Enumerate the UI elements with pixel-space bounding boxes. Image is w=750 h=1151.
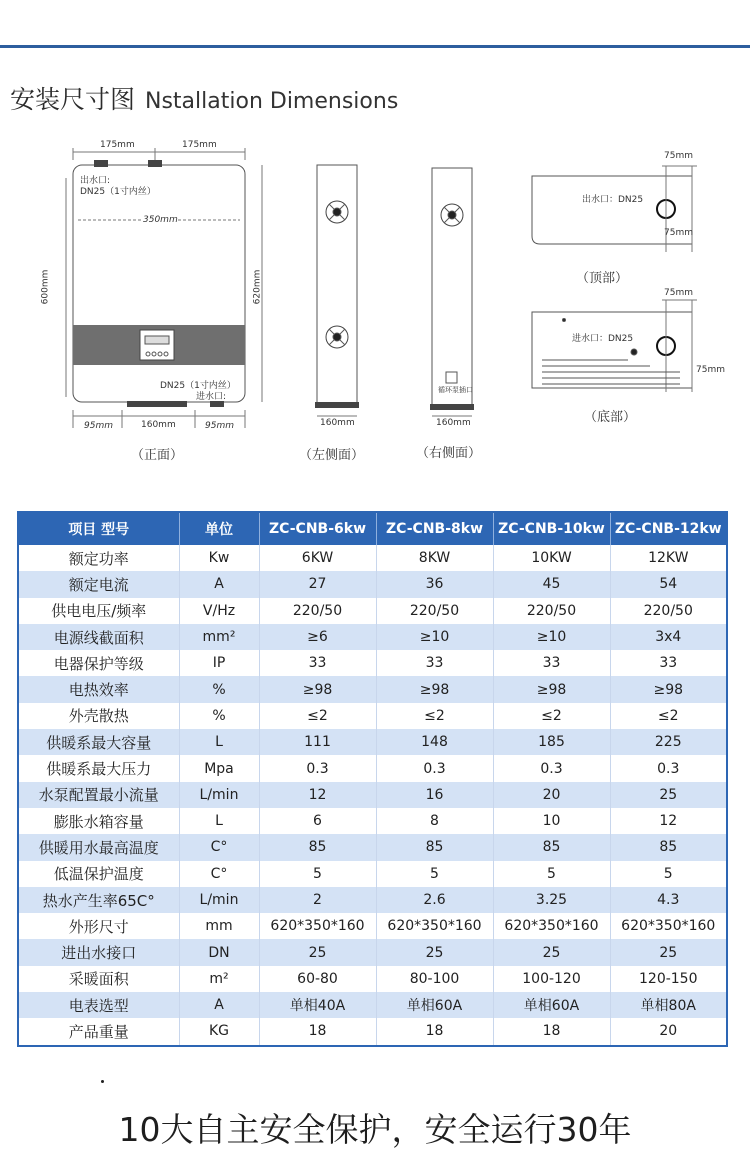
table-row <box>18 545 727 571</box>
row-label: 电表选型 <box>18 992 179 1018</box>
table-row <box>18 939 727 965</box>
row-value: 36 <box>376 571 493 597</box>
footer-slogan: 10大自主安全保护，安全运行30年 <box>118 1110 632 1149</box>
row-value: 27 <box>259 571 376 597</box>
right-side-depth: 160mm <box>436 418 471 428</box>
row-value: 18 <box>259 1018 376 1045</box>
row-value: 5 <box>610 861 727 887</box>
row-value: 25 <box>259 939 376 965</box>
row-value: 18 <box>376 1018 493 1045</box>
row-value: 5 <box>259 861 376 887</box>
row-value: 12 <box>610 808 727 834</box>
row-unit: Kw <box>179 545 259 571</box>
table-row <box>18 703 727 729</box>
row-value: ≥10 <box>493 624 610 650</box>
row-value: ≥98 <box>610 676 727 702</box>
row-value: 185 <box>493 729 610 755</box>
row-value: ≤2 <box>493 703 610 729</box>
front-dim-bottom-mid: 160mm <box>141 420 176 430</box>
row-value: 225 <box>610 729 727 755</box>
row-value: 4.3 <box>610 887 727 913</box>
row-label: 供电电压/频率 <box>18 598 179 624</box>
front-height-left: 600mm <box>40 269 51 305</box>
table-row <box>18 571 727 597</box>
row-value: 0.3 <box>376 755 493 781</box>
row-value: 16 <box>376 782 493 808</box>
front-display <box>140 330 174 360</box>
row-label: 外形尺寸 <box>18 913 179 939</box>
header-model-8kw: ZC-CNB-8kw <box>376 512 493 545</box>
row-unit: L/min <box>179 782 259 808</box>
row-value: ≤2 <box>259 703 376 729</box>
left-side-caption: （左侧面） <box>299 448 365 463</box>
row-value: 3.25 <box>493 887 610 913</box>
front-dim-bottom-right: 95mm <box>205 421 234 431</box>
row-value: 5 <box>493 861 610 887</box>
row-value: ≥6 <box>259 624 376 650</box>
row-unit: L <box>179 729 259 755</box>
row-label: 供暖系最大容量 <box>18 729 179 755</box>
row-value: 单相60A <box>376 992 493 1018</box>
row-value: 5 <box>376 861 493 887</box>
row-unit: m² <box>179 966 259 992</box>
front-body <box>73 165 245 402</box>
bottom-dim-top: 75mm <box>664 288 693 298</box>
table-row <box>18 808 727 834</box>
front-dim-top-left: 175mm <box>100 140 135 150</box>
row-value: 2.6 <box>376 887 493 913</box>
row-value: 25 <box>493 939 610 965</box>
row-unit: A <box>179 992 259 1018</box>
table-row <box>18 887 727 913</box>
row-unit: mm <box>179 913 259 939</box>
row-value: 33 <box>376 650 493 676</box>
front-outlet-pipe <box>94 160 108 167</box>
bottom-caption: （底部） <box>584 410 637 425</box>
row-value: 8KW <box>376 545 493 571</box>
row-label: 供暖系最大压力 <box>18 755 179 781</box>
bottom-inlet: 进水口：DN25 <box>572 334 634 344</box>
row-value: ≥10 <box>376 624 493 650</box>
row-unit: L <box>179 808 259 834</box>
row-value: 220/50 <box>493 598 610 624</box>
row-value: 12 <box>259 782 376 808</box>
row-value: 220/50 <box>376 598 493 624</box>
table-row <box>18 834 727 860</box>
header-unit: 单位 <box>179 512 259 545</box>
row-value: 8 <box>376 808 493 834</box>
header-model-6kw: ZC-CNB-6kw <box>259 512 376 545</box>
row-value: 25 <box>610 939 727 965</box>
row-unit: IP <box>179 650 259 676</box>
front-inlet-pipe <box>127 401 187 407</box>
row-label: 采暖面积 <box>18 966 179 992</box>
row-unit: L/min <box>179 887 259 913</box>
front-inlet-size: DN25（1寸内丝） <box>160 381 236 391</box>
row-value: 0.3 <box>493 755 610 781</box>
table-row <box>18 755 727 781</box>
row-value: 0.3 <box>259 755 376 781</box>
header-item: 项目 型号 <box>18 512 179 545</box>
top-outlet: 出水口：DN25 <box>582 195 644 205</box>
front-dim-top-right: 175mm <box>182 140 217 150</box>
front-dim-bottom-left: 95mm <box>84 421 113 431</box>
row-value: 6 <box>259 808 376 834</box>
row-unit: DN <box>179 939 259 965</box>
row-label: 水泵配置最小流量 <box>18 782 179 808</box>
bottom-vent-slots <box>542 360 680 384</box>
row-value: 45 <box>493 571 610 597</box>
row-unit: KG <box>179 1018 259 1045</box>
title-cn: 安装尺寸图 <box>10 85 136 114</box>
row-unit: V/Hz <box>179 598 259 624</box>
table-row <box>18 650 727 676</box>
title-en: Nstallation Dimensions <box>145 89 399 114</box>
table-row <box>18 1018 727 1045</box>
top-dim-side: 75mm <box>664 228 693 238</box>
row-value: ≥98 <box>493 676 610 702</box>
row-value: 20 <box>493 782 610 808</box>
right-side-caption: （右侧面） <box>416 446 482 461</box>
row-value: 18 <box>493 1018 610 1045</box>
front-height-right: 620mm <box>252 269 263 305</box>
row-label: 热水产生率65C° <box>18 887 179 913</box>
top-caption: （顶部） <box>576 271 629 286</box>
row-value: 20 <box>610 1018 727 1045</box>
page-title <box>10 80 398 116</box>
row-label: 额定功率 <box>18 545 179 571</box>
row-value: 111 <box>259 729 376 755</box>
row-value: 100-120 <box>493 966 610 992</box>
top-divider <box>0 45 750 48</box>
row-value: 60-80 <box>259 966 376 992</box>
front-caption: （正面） <box>131 448 184 463</box>
table-row <box>18 782 727 808</box>
row-value: ≥98 <box>376 676 493 702</box>
row-value: 85 <box>259 834 376 860</box>
row-value: ≥98 <box>259 676 376 702</box>
row-value: 620*350*160 <box>493 913 610 939</box>
row-value: 3x4 <box>610 624 727 650</box>
table-row <box>18 624 727 650</box>
row-value: 54 <box>610 571 727 597</box>
front-outlet-label: 出水口: <box>80 176 111 186</box>
spec-table <box>17 511 728 1047</box>
right-side-label: 循环泵插口 <box>438 386 473 394</box>
row-value: ≤2 <box>610 703 727 729</box>
bottom-view-body <box>532 312 692 388</box>
row-label: 低温保护温度 <box>18 861 179 887</box>
row-label: 额定电流 <box>18 571 179 597</box>
row-value: 2 <box>259 887 376 913</box>
table-row <box>18 729 727 755</box>
row-unit: C° <box>179 834 259 860</box>
row-value: 33 <box>493 650 610 676</box>
row-unit: A <box>179 571 259 597</box>
row-label: 电热效率 <box>18 676 179 702</box>
front-inlet-label: 进水口: <box>196 392 227 402</box>
row-label: 进出水接口 <box>18 939 179 965</box>
row-value: 85 <box>493 834 610 860</box>
table-body <box>18 545 727 1046</box>
table-row <box>18 913 727 939</box>
row-unit: Mpa <box>179 755 259 781</box>
row-value: 120-150 <box>610 966 727 992</box>
table-row <box>18 992 727 1018</box>
row-label: 电器保护等级 <box>18 650 179 676</box>
row-value: 85 <box>376 834 493 860</box>
bullet-dot <box>101 1080 104 1083</box>
row-value: 220/50 <box>259 598 376 624</box>
table-row <box>18 966 727 992</box>
front-width: 350mm <box>143 215 178 225</box>
row-value: ≤2 <box>376 703 493 729</box>
top-dim-top: 75mm <box>664 151 693 161</box>
bottom-dim-side: 75mm <box>696 365 725 375</box>
row-value: 80-100 <box>376 966 493 992</box>
table-header-row <box>18 512 727 545</box>
row-label: 膨胀水箱容量 <box>18 808 179 834</box>
row-value: 单相40A <box>259 992 376 1018</box>
front-outlet-size: DN25（1寸内丝） <box>80 187 156 197</box>
row-value: 0.3 <box>610 755 727 781</box>
table-row <box>18 598 727 624</box>
row-label: 电源线截面积 <box>18 624 179 650</box>
row-value: 单相80A <box>610 992 727 1018</box>
row-unit: mm² <box>179 624 259 650</box>
row-value: 33 <box>259 650 376 676</box>
row-value: 6KW <box>259 545 376 571</box>
row-unit: % <box>179 676 259 702</box>
row-label: 供暖用水最高温度 <box>18 834 179 860</box>
row-label: 外壳散热 <box>18 703 179 729</box>
row-value: 220/50 <box>610 598 727 624</box>
pump-socket-icon <box>446 372 457 383</box>
row-unit: % <box>179 703 259 729</box>
row-value: 620*350*160 <box>610 913 727 939</box>
row-value: 25 <box>376 939 493 965</box>
table-row <box>18 676 727 702</box>
table-row <box>18 861 727 887</box>
header-model-10kw: ZC-CNB-10kw <box>493 512 610 545</box>
row-value: 12KW <box>610 545 727 571</box>
row-value: 10KW <box>493 545 610 571</box>
row-value: 10 <box>493 808 610 834</box>
row-value: 25 <box>610 782 727 808</box>
row-value: 单相60A <box>493 992 610 1018</box>
header-model-12kw: ZC-CNB-12kw <box>610 512 727 545</box>
row-value: 33 <box>610 650 727 676</box>
row-label: 产品重量 <box>18 1018 179 1045</box>
left-side-depth: 160mm <box>320 418 355 428</box>
row-value: 85 <box>610 834 727 860</box>
row-value: 620*350*160 <box>259 913 376 939</box>
row-unit: C° <box>179 861 259 887</box>
row-value: 620*350*160 <box>376 913 493 939</box>
row-value: 148 <box>376 729 493 755</box>
